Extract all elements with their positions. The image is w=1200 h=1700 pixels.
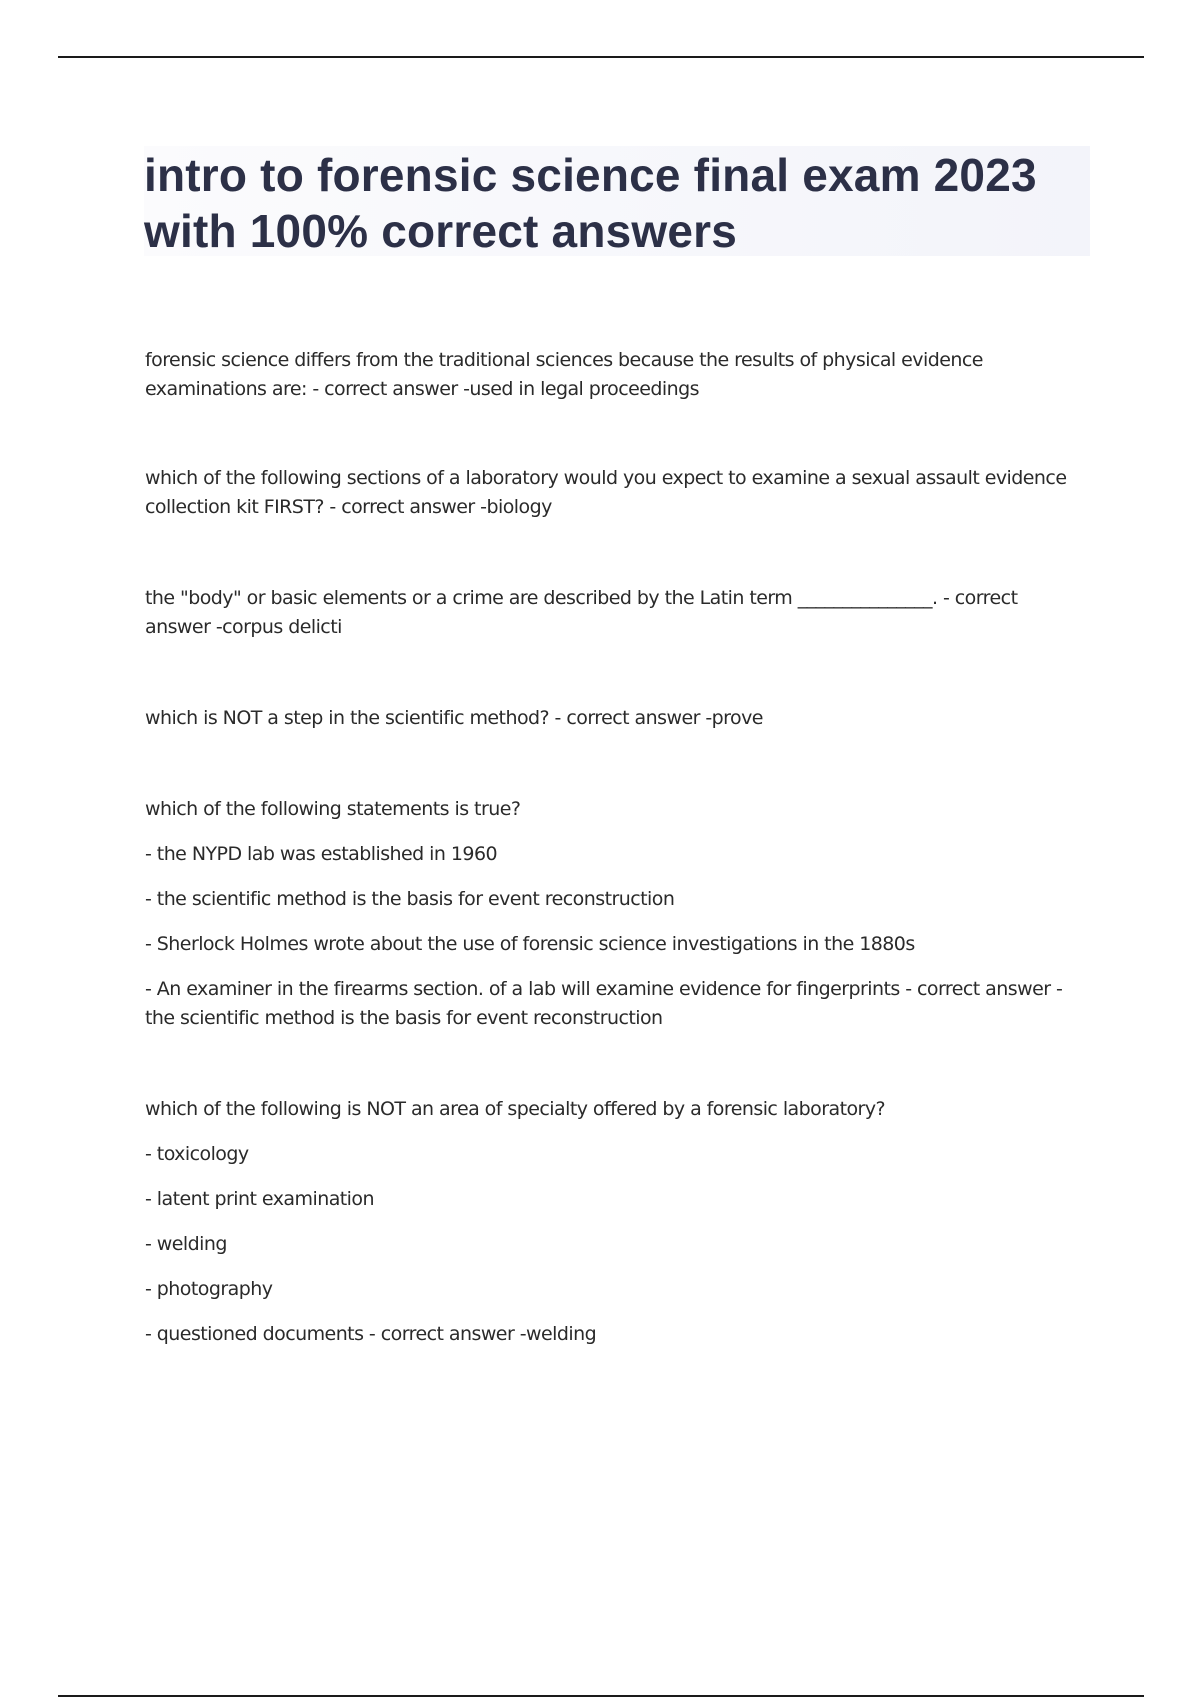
answer-option: - questioned documents - correct answer -welding <box>145 1323 597 1345</box>
question-text: forensic science differs from the traditional sciences because the results of physical evidence examinations are: - correct answer -used in legal proceedings <box>145 349 983 400</box>
question-text: the "body" or basic elements or a crime are described by the Latin term _______________. - correct answer -corpus delicti <box>145 587 1018 638</box>
answer-option: - latent print examination <box>145 1188 374 1210</box>
answer-option: - toxicology <box>145 1143 249 1165</box>
question-list <box>145 346 1080 1411</box>
question-item <box>145 584 1080 642</box>
answer-option: - the scientific method is the basis for event reconstruction <box>145 888 675 910</box>
question-item <box>145 704 1080 733</box>
answer-option: - welding <box>145 1233 227 1255</box>
question-text: which of the following is NOT an area of specialty offered by a forensic laboratory? <box>145 1098 886 1120</box>
answer-option: - Sherlock Holmes wrote about the use of forensic science investigations in the 1880s <box>145 933 915 955</box>
question-text: which of the following statements is true? <box>145 798 521 820</box>
title-block <box>144 146 1090 256</box>
question-item <box>145 1095 1080 1349</box>
answer-option: - the NYPD lab was established in 1960 <box>145 843 498 865</box>
question-item <box>145 464 1080 522</box>
question-item <box>145 795 1080 1033</box>
answer-option: - photography <box>145 1278 273 1300</box>
question-text: which of the following sections of a laboratory would you expect to examine a sexual assault evidence collection kit FIRST? - correct answer -biology <box>145 467 1067 518</box>
question-text: which is NOT a step in the scientific method? - correct answer -prove <box>145 707 763 729</box>
question-item <box>145 346 1080 404</box>
top-rule <box>58 56 1144 58</box>
answer-option: - An examiner in the firearms section. of a lab will examine evidence for fingerprints - correct answer - the scientific method is the basis for event reconstruction <box>145 978 1063 1029</box>
bottom-rule <box>58 1695 1144 1697</box>
document-title: intro to forensic science final exam 2023 with 100% correct answers <box>144 149 1037 257</box>
